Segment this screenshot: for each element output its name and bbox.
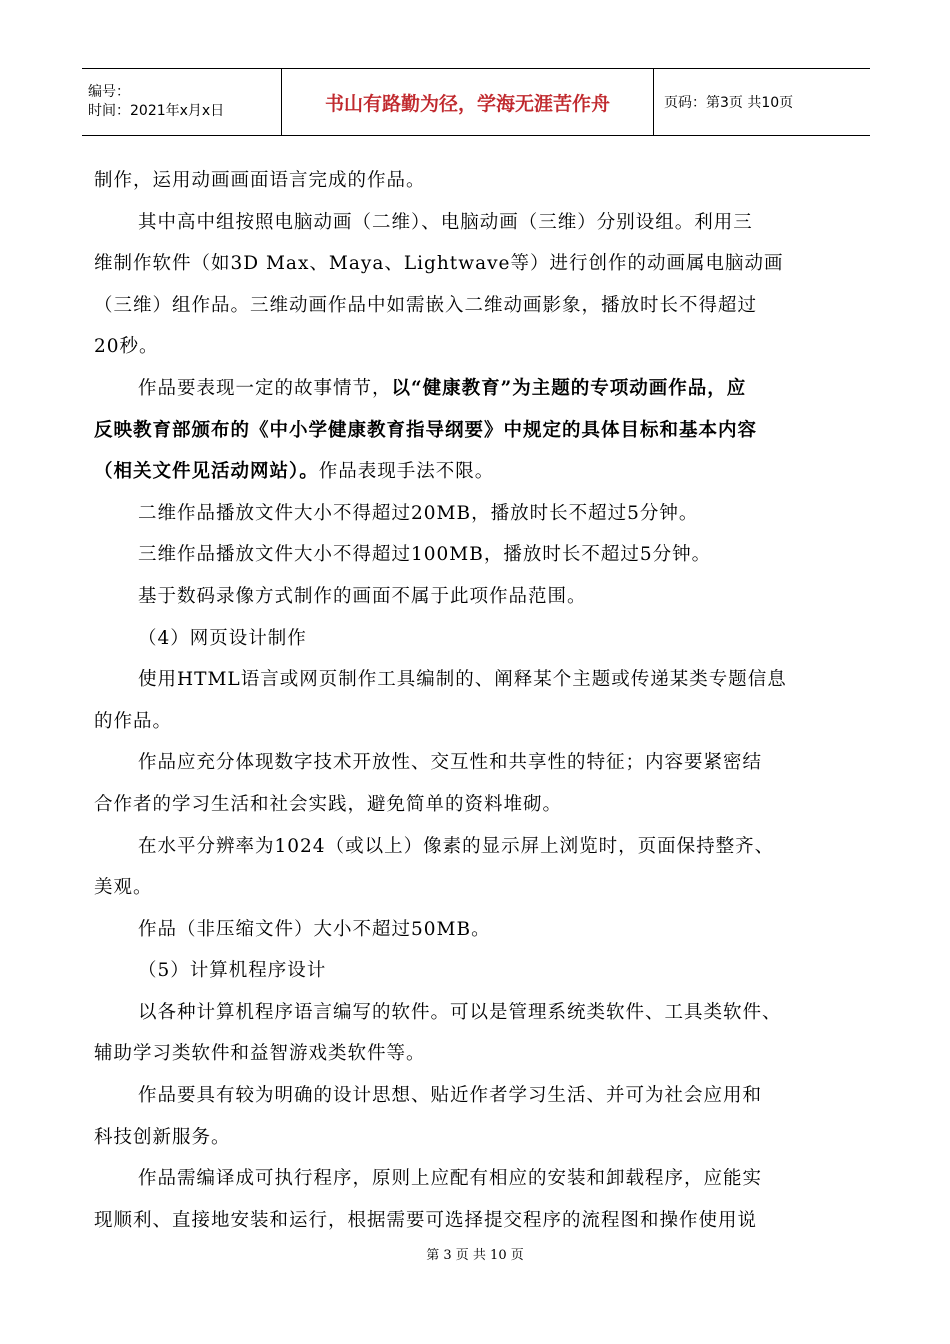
- section-heading: （4）网页设计制作: [138, 627, 307, 649]
- page-footer: 第 3 页 共 10 页: [426, 1248, 524, 1263]
- page-header: [82, 68, 870, 136]
- paragraph-line: 反映教育部颁布的《中小学健康教育指导纲要》中规定的具体目标和基本内容: [94, 419, 758, 441]
- paragraph-line: 以各种计算机程序语言编写的软件。可以是管理系统类软件、工具类软件、: [138, 1001, 782, 1023]
- paragraph-line: 其中高中组按照电脑动画（二维）、电脑动画（三维）分别设组。利用三: [138, 211, 753, 233]
- paragraph-line: [94, 451, 874, 493]
- bold-text: 以“健康教育”为主题的专项动画作品，应: [391, 377, 747, 399]
- paragraph-line: 使用HTML语言或网页制作工具编制的、阐释某个主题或传递某类专题信息: [138, 669, 787, 691]
- document-date: 时间：2021年x月x日: [88, 103, 225, 119]
- paragraph-line: 制作，运用动画画面语言完成的作品。: [94, 170, 426, 191]
- paragraph-line: 维制作软件（如3D Max、Maya、Lightwave等）进行创作的动画属电脑动画: [94, 253, 784, 275]
- paragraph-line: （三维）组作品。三维动画作品中如需嵌入二维动画影象，播放时长不得超过: [94, 294, 758, 316]
- header-motto: 书山有路勤为径，学海无涯苦作舟: [282, 69, 654, 135]
- paragraph-line: 作品需编译成可执行程序，原则上应配有相应的安装和卸载程序，应能实: [138, 1168, 763, 1190]
- paragraph-line: 在水平分辨率为1024（或以上）像素的显示屏上浏览时，页面保持整齐、: [138, 835, 775, 857]
- paragraph-line: 美观。: [94, 877, 153, 899]
- paragraph-line: 三维作品播放文件大小不得超过100MB，播放时长不超过5分钟。: [138, 544, 712, 566]
- header-page-code: 页码：第3页 共10页: [664, 95, 794, 111]
- plain-text: 作品要表现一定的故事情节，: [138, 377, 392, 399]
- paragraph-line: 辅助学习类软件和益智游戏类软件等。: [94, 1043, 426, 1065]
- paragraph-line: 作品（非压缩文件）大小不超过50MB。: [138, 918, 491, 940]
- paragraph-line: [94, 368, 874, 410]
- paragraph-line: 现顺利、直接地安装和运行，根据需要可选择提交程序的流程图和操作使用说: [94, 1209, 758, 1231]
- paragraph-line: 20秒。: [94, 336, 159, 358]
- paragraph-line: 合作者的学习生活和社会实践，避免简单的资料堆砌。: [94, 793, 563, 815]
- paragraph-line: 基于数码录像方式制作的画面不属于此项作品范围。: [138, 585, 587, 607]
- paragraph-line: 作品要具有较为明确的设计思想、贴近作者学习生活、并可为社会应用和: [138, 1085, 763, 1107]
- paragraph-line: 的作品。: [94, 710, 173, 732]
- bold-text: （相关文件见活动网站）。: [94, 461, 319, 483]
- paragraph-line: 二维作品播放文件大小不得超过20MB，播放时长不超过5分钟。: [138, 502, 699, 524]
- document-body: [94, 160, 874, 1241]
- header-meta: [82, 69, 282, 135]
- paragraph-line: 科技创新服务。: [94, 1126, 231, 1148]
- paragraph-line: 作品应充分体现数字技术开放性、交互性和共享性的特征；内容要紧密结: [138, 752, 763, 774]
- document-number-label: 编号：: [88, 84, 130, 100]
- section-heading: （5）计算机程序设计: [138, 960, 327, 982]
- plain-text: 作品表现手法不限。: [318, 461, 495, 483]
